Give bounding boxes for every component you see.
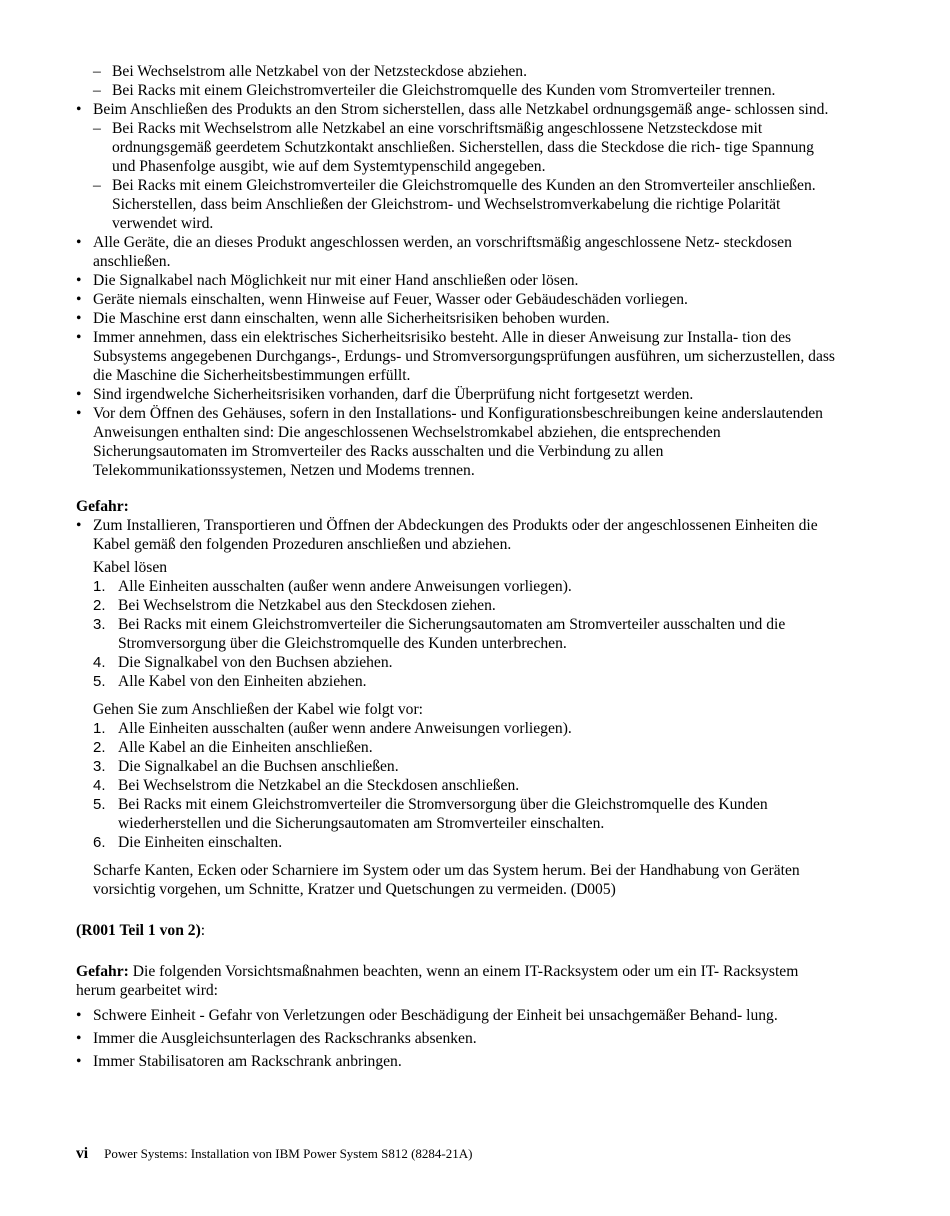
list-item: • Sind irgendwelche Sicherheitsrisiken vorhanden, darf die Überprüfung nicht fortgesetzt werden. bbox=[76, 385, 836, 404]
step-text: Bei Racks mit einem Gleichstromverteiler die Sicherungsautomaten am Stromverteiler ausschalten und die Stromversorgung über die Gleichstromquelle des Kunden unterbrechen. bbox=[118, 616, 786, 652]
list-item: • Die Maschine erst dann einschalten, wenn alle Sicherheitsrisiken behoben wurden. bbox=[76, 309, 836, 328]
danger-label: Gefahr: bbox=[76, 963, 129, 980]
step-text: Alle Einheiten ausschalten (außer wenn andere Anweisungen vorliegen). bbox=[118, 720, 572, 737]
step-number: 6. bbox=[93, 834, 106, 851]
step-item bbox=[93, 596, 836, 615]
connect-procedure bbox=[76, 700, 836, 899]
step-item bbox=[93, 653, 836, 672]
list-item: – Bei Racks mit Wechselstrom alle Netzkabel an eine vorschriftsmäßig angeschlossene Netzsteckdose mit ordnungsgemäß geerdetem Schutzkontakt anschließen. Sicherstellen, dass die Steckdose die rich- tige Spannung und Phasenfolge ausgibt, wie auf dem Systemtypenschild angegeben. bbox=[93, 119, 836, 176]
step-text: Alle Kabel von den Einheiten abziehen. bbox=[118, 673, 367, 690]
disconnect-title: Kabel lösen bbox=[93, 559, 168, 576]
step-number: 4. bbox=[93, 777, 106, 794]
step-number: 1. bbox=[93, 720, 106, 737]
sharp-edges-note: Scharfe Kanten, Ecken oder Scharniere im System oder um das System herum. Bei der Handhabung von Geräten vorsichtig vorgehen, um Schnitte, Kratzer und Quetschungen zu vermeiden. (D005) bbox=[93, 862, 800, 898]
disconnect-steps bbox=[93, 577, 836, 691]
step-item bbox=[93, 719, 836, 738]
document-page bbox=[76, 62, 836, 1071]
danger-bullet-list bbox=[76, 516, 836, 554]
step-text: Bei Racks mit einem Gleichstromverteiler die Stromversorgung über die Gleichstromquelle des Kunden wiederherstellen und die Sicherungsautomaten am Stromverteiler einschalten. bbox=[118, 796, 768, 832]
step-number: 2. bbox=[93, 739, 106, 756]
danger-text: Die folgenden Vorsichtsmaßnahmen beachten, wenn an einem IT-Racksystem oder um ein IT- Racksystem herum gearbeitet wird: bbox=[76, 963, 799, 999]
danger-heading: Gefahr: bbox=[76, 498, 129, 515]
disconnect-procedure bbox=[76, 558, 836, 691]
step-number: 1. bbox=[93, 578, 106, 595]
step-text: Alle Kabel an die Einheiten anschließen. bbox=[118, 739, 373, 756]
list-item: • Alle Geräte, die an dieses Produkt angeschlossen werden, an vorschriftsmäßig angeschlossene Netz- steckdosen anschließen. bbox=[76, 233, 836, 271]
step-text: Die Signalkabel an die Buchsen anschließen. bbox=[118, 758, 399, 775]
power-connect-sublist bbox=[93, 119, 836, 233]
r001-danger-paragraph bbox=[76, 962, 836, 1000]
step-number: 3. bbox=[93, 616, 106, 633]
step-item bbox=[93, 738, 836, 757]
step-text: Bei Wechselstrom die Netzkabel an die Steckdosen anschließen. bbox=[118, 777, 520, 794]
step-number: 2. bbox=[93, 597, 106, 614]
bullet-text: Beim Anschließen des Produkts an den Strom sicherstellen, dass alle Netzkabel ordnungsgemäß ange- schlossen sind. bbox=[93, 101, 829, 118]
page-footer bbox=[76, 1144, 836, 1163]
step-number: 4. bbox=[93, 654, 106, 671]
list-item: • Vor dem Öffnen des Gehäuses, sofern in den Installations- und Konfigurationsbeschreibungen keine anderslautenden Anweisungen enthalten sind: Die angeschlossenen Wechselstromkabel abziehen, die entsprechenden Sicherungsautomaten im Stromverteiler des Racks ausschalten und die Verbindung zu allen Telekommunikationssystemen, Netzen und Modems trennen. bbox=[76, 404, 836, 480]
connect-title: Gehen Sie zum Anschließen der Kabel wie folgt vor: bbox=[93, 701, 423, 718]
step-text: Bei Wechselstrom die Netzkabel aus den Steckdosen ziehen. bbox=[118, 597, 496, 614]
step-text: Die Signalkabel von den Buchsen abziehen. bbox=[118, 654, 393, 671]
list-item: – Bei Racks mit einem Gleichstromverteiler die Gleichstromquelle des Kunden an den Stromverteiler anschließen. Sicherstellen, dass beim Anschließen der Gleichstrom- und Wechselstromverkabelung die richtige Polarität verwendet wird. bbox=[93, 176, 836, 233]
list-item: • Immer die Ausgleichsunterlagen des Rackschranks absenken. bbox=[76, 1029, 836, 1048]
step-number: 3. bbox=[93, 758, 106, 775]
safety-bullet-list bbox=[76, 100, 836, 480]
list-item: – Bei Racks mit einem Gleichstromverteiler die Gleichstromquelle des Kunden vom Stromverteiler trennen. bbox=[93, 81, 836, 100]
r001-heading-colon: : bbox=[200, 922, 206, 939]
r001-heading bbox=[76, 921, 836, 940]
footer-title: Power Systems: Installation von IBM Power System S812 (8284-21A) bbox=[104, 1146, 473, 1161]
step-text: Alle Einheiten ausschalten (außer wenn andere Anweisungen vorliegen). bbox=[118, 578, 572, 595]
list-item: • Schwere Einheit - Gefahr von Verletzungen oder Beschädigung der Einheit bei unsachgemäßer Behand- lung. bbox=[76, 1006, 836, 1025]
step-item bbox=[93, 757, 836, 776]
step-item bbox=[93, 672, 836, 691]
r001-heading-label: (R001 Teil 1 von 2) bbox=[76, 922, 201, 939]
list-item: • Immer annehmen, dass ein elektrisches Sicherheitsrisiko besteht. Alle in dieser Anweisung zur Installa- tion des Subsystems angegebenen Durchgangs-, Erdungs- und Stromversorgungsprüfungen ausführen, um sicherzustellen, dass die Maschine die Sicherheitsbestimmungen erfüllt. bbox=[76, 328, 836, 385]
step-number: 5. bbox=[93, 673, 106, 690]
step-item bbox=[93, 795, 836, 833]
step-number: 5. bbox=[93, 796, 106, 813]
power-disconnect-sublist bbox=[93, 62, 836, 100]
step-item bbox=[93, 615, 836, 653]
step-item bbox=[93, 776, 836, 795]
step-item bbox=[93, 577, 836, 596]
list-item: • Geräte niemals einschalten, wenn Hinweise auf Feuer, Wasser oder Gebäudeschäden vorliegen. bbox=[76, 290, 836, 309]
step-item bbox=[93, 833, 836, 852]
list-item: • Zum Installieren, Transportieren und Öffnen der Abdeckungen des Produkts oder der angeschlossenen Einheiten die Kabel gemäß den folgenden Prozeduren anschließen und abziehen. bbox=[76, 516, 836, 554]
list-item: – Bei Wechselstrom alle Netzkabel von der Netzsteckdose abziehen. bbox=[93, 62, 836, 81]
step-text: Die Einheiten einschalten. bbox=[118, 834, 283, 851]
page-number: vi bbox=[76, 1145, 89, 1162]
connect-steps bbox=[93, 719, 836, 852]
rack-safety-bullets bbox=[76, 1006, 836, 1071]
list-item bbox=[76, 100, 836, 233]
list-item: • Immer Stabilisatoren am Rackschrank anbringen. bbox=[76, 1052, 836, 1071]
list-item: • Die Signalkabel nach Möglichkeit nur mit einer Hand anschließen oder lösen. bbox=[76, 271, 836, 290]
